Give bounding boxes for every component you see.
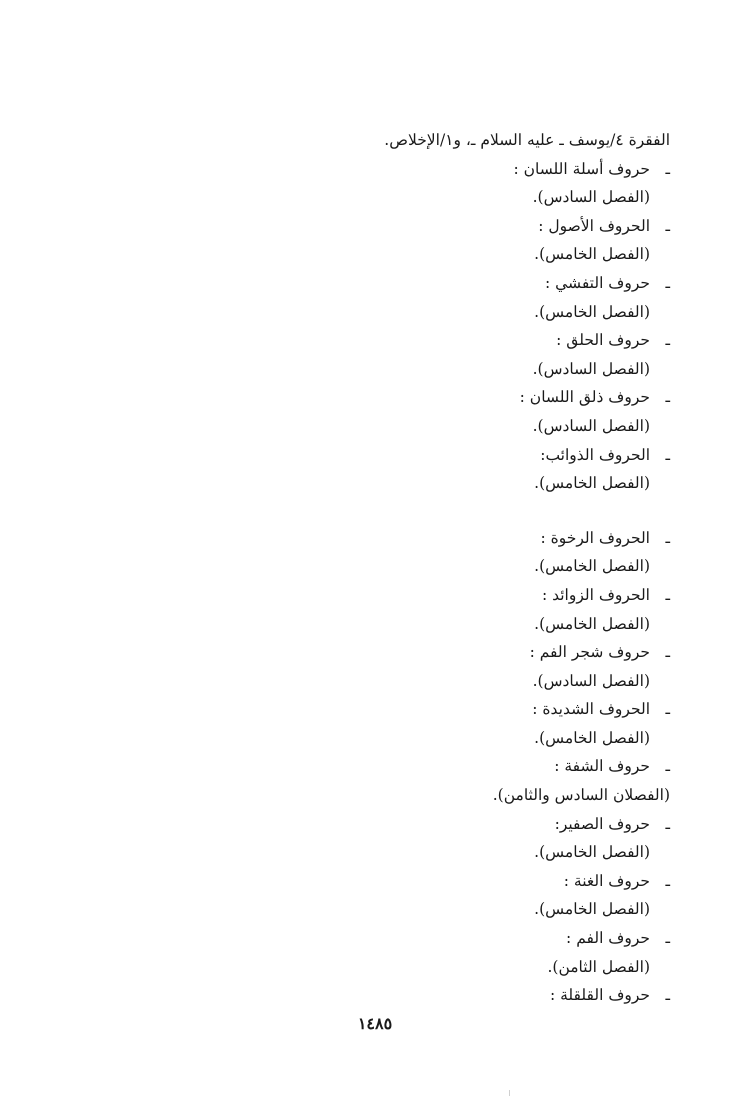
entry-term: حروف الصفير:	[554, 814, 650, 833]
entry-term: حروف الغنة :	[563, 871, 650, 890]
index-entry-term	[250, 441, 670, 470]
entry-dash: ـ	[665, 159, 670, 178]
index-content	[250, 126, 670, 1010]
entry-term: حروف الشفة :	[554, 757, 650, 776]
entry-dash: ـ	[665, 528, 670, 547]
entry-dash: ـ	[665, 700, 670, 719]
index-entry-ref: (الفصل الخامس).	[534, 557, 650, 576]
index-entry-term	[250, 326, 670, 355]
index-entry-term	[250, 524, 670, 553]
entry-term: حروف القلقلة :	[549, 986, 650, 1005]
index-entry-term	[250, 810, 670, 839]
index-entry-term	[250, 212, 670, 241]
index-entry-ref: (الفصل الخامس).	[534, 728, 650, 747]
scan-mark	[509, 1090, 510, 1096]
entry-term: الحروف الزوائد :	[541, 585, 650, 604]
entry-dash: ـ	[665, 757, 670, 776]
index-entry-ref: (الفصل الخامس).	[534, 245, 650, 264]
entry-term: الحروف الرخوة :	[540, 528, 650, 547]
header-line: الفقرة ٤/يوسف ـ عليه السلام ـ، و١/الإخلاص.	[384, 131, 670, 149]
entry-term: حروف ذلق اللسان :	[519, 388, 650, 407]
entry-dash: ـ	[665, 814, 670, 833]
entry-term: الحروف الذوائب:	[540, 445, 650, 464]
index-entry-ref: (الفصل السادس).	[532, 671, 650, 690]
index-entry-ref: (الفصل الخامس).	[534, 843, 650, 862]
entry-term: حروف التفشي :	[544, 273, 650, 292]
entry-term: حروف الحلق :	[556, 331, 650, 350]
entry-dash: ـ	[665, 331, 670, 350]
entry-dash: ـ	[665, 871, 670, 890]
index-entry-ref: (الفصل الخامس).	[534, 900, 650, 919]
index-entry-ref: (الفصل الخامس).	[534, 302, 650, 321]
index-entry-term	[250, 638, 670, 667]
index-entry-ref: (الفصل الخامس).	[534, 614, 650, 633]
index-entry-ref: (الفصل السادس).	[532, 416, 650, 435]
index-entry-term	[250, 981, 670, 1010]
index-entry-term	[250, 383, 670, 412]
entry-dash: ـ	[665, 585, 670, 604]
index-entry-ref: (الفصل الثامن).	[547, 957, 650, 976]
index-entry-ref: (الفصل الخامس).	[534, 474, 650, 493]
index-entry-term	[250, 867, 670, 896]
section-gap	[250, 498, 670, 524]
index-entry-term	[250, 581, 670, 610]
entry-term: الحروف الأصول :	[538, 216, 650, 235]
entry-term: حروف الفم :	[566, 929, 650, 948]
entry-dash: ـ	[665, 273, 670, 292]
entry-dash: ـ	[665, 986, 670, 1005]
index-entry-term	[250, 155, 670, 184]
index-entry-term	[250, 269, 670, 298]
entry-dash: ـ	[665, 929, 670, 948]
entry-term: الحروف الشديدة :	[532, 700, 650, 719]
entry-dash: ـ	[665, 445, 670, 464]
index-entry-ref: (الفصل السادس).	[532, 188, 650, 207]
entry-dash: ـ	[665, 388, 670, 407]
entry-dash: ـ	[665, 643, 670, 662]
index-entry-ref: (الفصل السادس).	[532, 359, 650, 378]
entry-term: حروف شجر الفم :	[529, 643, 650, 662]
page-number: ١٤٨٥	[357, 1014, 393, 1033]
entry-dash: ـ	[665, 216, 670, 235]
index-entry-ref: (الفصلان السادس والثامن).	[492, 786, 670, 805]
index-entry-term	[250, 924, 670, 953]
index-entry-term	[250, 752, 670, 781]
entry-term: حروف أسلة اللسان :	[513, 159, 650, 178]
index-entry-term	[250, 695, 670, 724]
